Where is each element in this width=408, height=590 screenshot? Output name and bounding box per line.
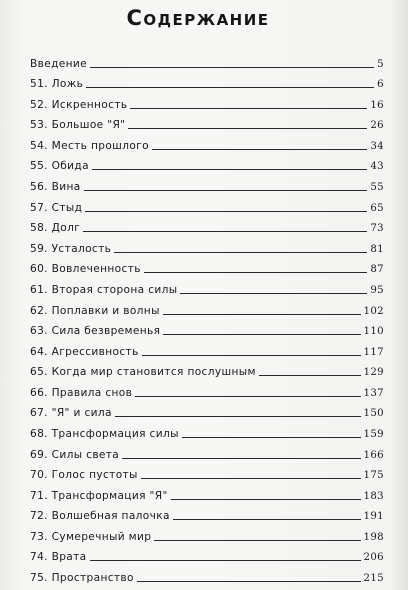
toc-page-number: 215 <box>363 573 384 585</box>
toc-entry-label: 54. Месть прошлого <box>30 139 149 152</box>
toc-entry-label: 64. Агрессивность <box>30 345 139 358</box>
toc-entry-label: 65. Когда мир становится послушным <box>30 366 256 379</box>
toc-page-number: 150 <box>363 408 384 420</box>
toc-entry-label: 61. Вторая сторона силы <box>30 283 178 296</box>
toc-entry-label: 52. Искренность <box>30 98 128 111</box>
toc-entry-label: 62. Поплавки и волны <box>30 304 160 317</box>
toc-entry-label: 63. Сила безвременья <box>30 325 161 338</box>
toc-page-number: 95 <box>370 284 384 296</box>
toc-entry <box>30 505 384 526</box>
toc-leader-line <box>163 334 360 335</box>
toc-entry <box>30 299 384 320</box>
toc-entry <box>30 546 384 567</box>
toc-entry <box>30 278 384 299</box>
toc-entry-label: 70. Голос пустоты <box>30 469 138 482</box>
toc-page-number: 55 <box>370 182 384 194</box>
toc-entry-label: 67. "Я" и сила <box>30 407 112 420</box>
toc-page-number: 159 <box>363 428 384 440</box>
toc-entry <box>30 566 384 587</box>
toc-leader-line <box>85 211 367 212</box>
toc-entry <box>30 237 384 258</box>
toc-entry-label: Введение <box>30 57 87 70</box>
toc-entry-label: 53. Большое "Я" <box>30 119 126 132</box>
toc-leader-line <box>90 560 361 561</box>
toc-page-number: 87 <box>370 264 384 276</box>
toc-page-number: 191 <box>363 511 384 523</box>
toc-page-number: 183 <box>363 490 384 502</box>
toc-entry-label: 68. Трансформация силы <box>30 427 179 440</box>
toc-page-number: 73 <box>370 223 384 235</box>
toc-entry-label: 51. Ложь <box>30 78 84 91</box>
toc-entry <box>30 217 384 238</box>
toc-page-number: 26 <box>370 120 384 132</box>
toc-page-number: 34 <box>370 140 384 152</box>
toc-page-number: 81 <box>370 243 384 255</box>
toc-entry <box>30 464 384 485</box>
toc-entry-label: 57. Стыд <box>30 201 83 214</box>
toc-page-number: 175 <box>363 470 384 482</box>
toc-leader-line <box>259 375 361 376</box>
toc-entry <box>30 402 384 423</box>
toc-entry-label: 73. Сумеречный мир <box>30 530 152 543</box>
toc-page-number: 6 <box>377 79 384 91</box>
toc-entry-label: 56. Вина <box>30 181 81 194</box>
page-title: Содержание <box>126 6 270 30</box>
toc-entry <box>30 52 384 73</box>
toc-entry <box>30 340 384 361</box>
toc-entry <box>30 258 384 279</box>
table-of-contents <box>30 52 384 587</box>
toc-leader-line <box>173 519 361 520</box>
toc-leader-line <box>152 149 367 150</box>
toc-leader-line <box>83 231 367 232</box>
toc-entry <box>30 361 384 382</box>
toc-entry <box>30 525 384 546</box>
toc-entry <box>30 114 384 135</box>
toc-page-number: 166 <box>363 449 384 461</box>
toc-leader-line <box>142 355 361 356</box>
toc-page-number: 16 <box>370 99 384 111</box>
toc-page-number: 198 <box>363 531 384 543</box>
toc-leader-line <box>122 458 360 459</box>
toc-entry <box>30 443 384 464</box>
toc-entry-label: 72. Волшебная палочка <box>30 510 170 523</box>
toc-entry <box>30 93 384 114</box>
toc-leader-line <box>180 293 367 294</box>
toc-leader-line <box>90 67 374 68</box>
toc-entry <box>30 155 384 176</box>
toc-page-number: 137 <box>363 387 384 399</box>
toc-leader-line <box>135 396 360 397</box>
toc-page-number: 102 <box>363 305 384 317</box>
toc-entry-label: 60. Вовлеченность <box>30 263 141 276</box>
toc-entry-label: 58. Долг <box>30 222 81 235</box>
toc-leader-line <box>137 581 361 582</box>
toc-entry-label: 55. Обида <box>30 160 89 173</box>
toc-entry-label: 75. Пространство <box>30 572 134 585</box>
toc-leader-line <box>163 314 361 315</box>
toc-leader-line <box>130 108 367 109</box>
toc-entry <box>30 175 384 196</box>
toc-page-number: 129 <box>363 367 384 379</box>
toc-leader-line <box>171 499 361 500</box>
toc-entry <box>30 73 384 94</box>
toc-leader-line <box>128 128 367 129</box>
toc-page-number: 43 <box>370 161 384 173</box>
toc-entry <box>30 134 384 155</box>
toc-leader-line <box>154 540 360 541</box>
toc-entry-label: 59. Усталость <box>30 242 112 255</box>
toc-leader-line <box>144 272 368 273</box>
toc-entry-label: 69. Силы света <box>30 448 120 461</box>
toc-entry-label: 66. Правила снов <box>30 386 133 399</box>
toc-leader-line <box>84 190 368 191</box>
toc-page-number: 65 <box>370 202 384 214</box>
toc-leader-line <box>141 478 361 479</box>
toc-leader-line <box>92 169 367 170</box>
toc-leader-line <box>182 437 361 438</box>
toc-entry-label: 71. Трансформация "Я" <box>30 489 168 502</box>
toc-entry <box>30 422 384 443</box>
toc-entry <box>30 196 384 217</box>
toc-page-number: 110 <box>363 326 384 338</box>
toc-entry-label: 74. Врата <box>30 551 87 564</box>
toc-entry <box>30 484 384 505</box>
toc-entry <box>30 381 384 402</box>
toc-leader-line <box>115 416 361 417</box>
toc-leader-line <box>114 252 367 253</box>
toc-page-number: 206 <box>363 552 384 564</box>
toc-page-number: 117 <box>363 346 384 358</box>
toc-entry <box>30 320 384 341</box>
toc-page-number: 5 <box>377 58 384 70</box>
page-edge-shadow <box>390 0 408 590</box>
toc-leader-line <box>86 87 374 88</box>
